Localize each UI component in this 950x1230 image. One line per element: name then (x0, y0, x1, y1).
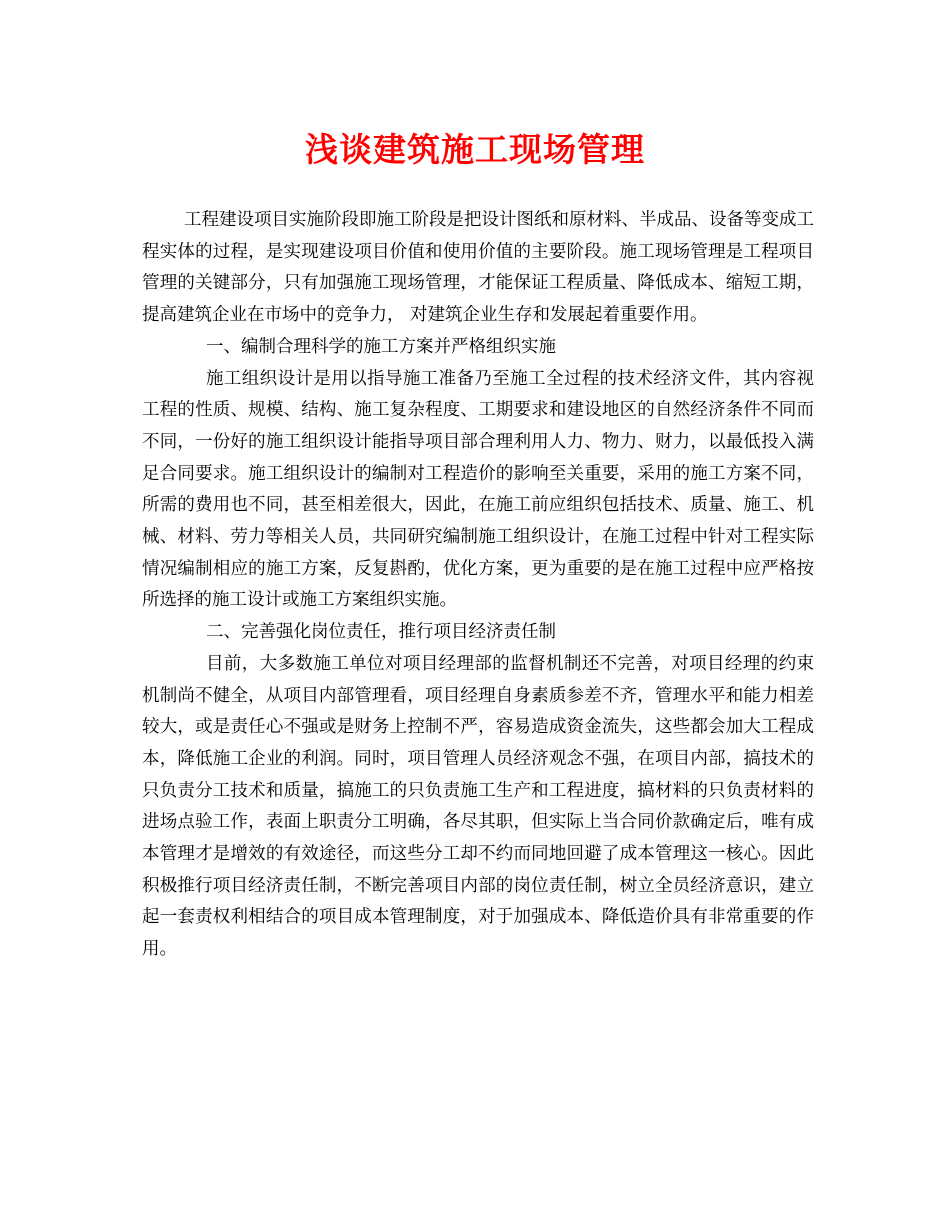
section-1-paragraph: 施工组织设计是用以指导施工准备乃至施工全过程的技术经济文件，其内容视工程的性质、规模、结构、施工复杂程度、工期要求和建设地区的自然经济条件不同而不同，一份好的施工组织设计能指导项目部合理利用人力、物力、财力，以最低投入满足合同要求。施工组织设计的编制对工程造价的影响至关重要，采用的施工方案不同，所需的费用也不同，甚至相差很大，因此，在施工前应组织包括技术、质量、施工、机械、材料、劳力等相关人员，共同研究编制施工组织设计，在施工过程中针对工程实际情况编制相应的施工方案，反复斟酌，优化方案，更为重要的是在施工过程中应严格按所选择的施工设计或施工方案组织实施。 (142, 368, 814, 611)
section-heading-2: 二、完善强化岗位责任，推行项目经济责任制 (206, 622, 556, 643)
section-heading-1: 一、编制合理科学的施工方案并严格组织实施 (206, 336, 556, 357)
document-title: 浅谈建筑施工现场管理 (305, 130, 645, 169)
document-body (142, 205, 814, 966)
section-2-paragraph: 目前，大多数施工单位对项目经理部的监督机制还不完善，对项目经理的约束机制尚不健全，从项目内部管理看，项目经理自身素质参差不齐，管理水平和能力相差较大，或是责任心不强或是财务上控制不严，容易造成资金流失，这些都会加大工程成本，降低施工企业的利润。同时，项目管理人员经济观念不强，在项目内部，搞技术的只负责分工技术和质量，搞施工的只负责施工生产和工程进度，搞材料的只负责材料的进场点验工作，表面上职责分工明确，各尽其职，但实际上当合同价款确定后，唯有成本管理才是增效的有效途径，而这些分工却不约而同地回避了成本管理这一核心。因此积极推行项目经济责任制，不断完善项目内部的岗位责任制，树立全员经济意识，建立起一套责权利相结合的项目成本管理制度，对于加强成本、降低造价具有非常重要的作用。 (142, 653, 814, 960)
intro-paragraph: 工程建设项目实施阶段即施工阶段是把设计图纸和原材料、半成品、设备等变成工程实体的过程，是实现建设项目价值和使用价值的主要阶段。施工现场管理是工程项目管理的关键部分，只有加强施工现场管理，才能保证工程质量、降低成本、缩短工期，提高建筑企业在市场中的竞争力， 对建筑企业生存和发展起着重要作用。 (142, 210, 814, 326)
